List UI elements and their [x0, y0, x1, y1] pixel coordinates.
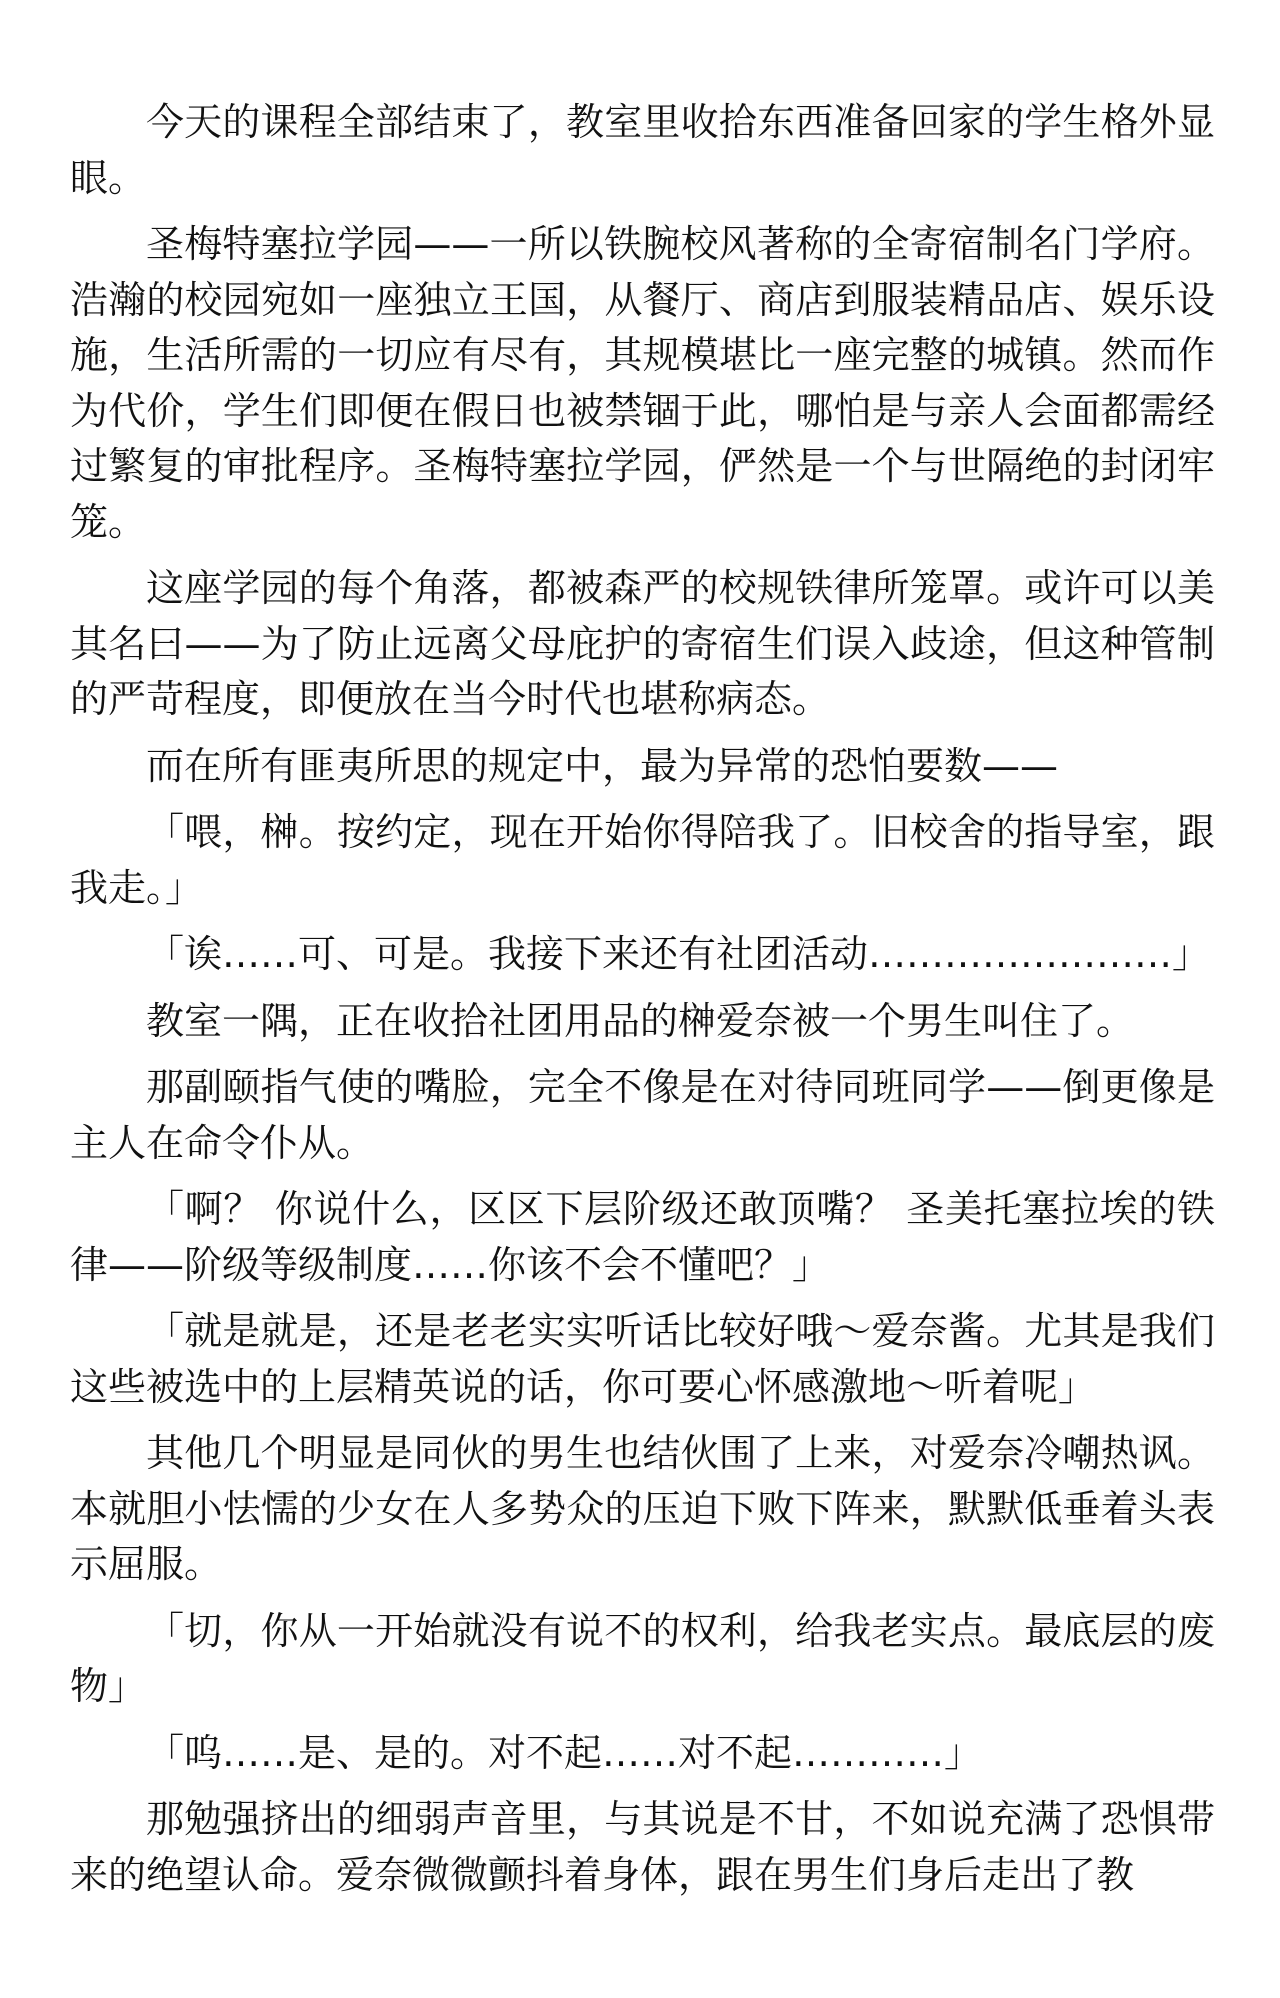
dialogue-6: 「呜……是、是的。对不起……对不起…………」 — [146, 1730, 983, 1775]
paragraph-3: 这座学园的每个角落，都被森严的校规铁律所笼罩。或许可以美其名曰——为了防止远离父母庇护的寄宿生们误入歧途，但这种管制的严苛程度，即便放在当今时代也堪称病态。 — [70, 566, 1215, 721]
paragraph-7: 其他几个明显是同伙的男生也结伙围了上来，对爱奈冷嘲热讽。本就胆小怯懦的少女在人多势众的压迫下败下阵来，默默低垂着头表示屈服。 — [70, 1431, 1215, 1586]
paragraph-8: 那勉强挤出的细弱声音里，与其说是不甘，不如说充满了恐惧带来的绝望认命。爱奈微微颤抖着身体，跟在男生们身后走出了教 — [70, 1797, 1215, 1897]
novel-page — [70, 95, 1215, 1914]
paragraph-5: 教室一隅，正在收拾社团用品的榊爱奈被一个男生叫住了。 — [146, 998, 1135, 1043]
paragraph-1: 今天的课程全部结束了，教室里收拾东西准备回家的学生格外显眼。 — [70, 100, 1215, 200]
dialogue-5: 「切，你从一开始就没有说不的权利，给我老实点。最底层的废物」 — [70, 1608, 1215, 1708]
dialogue-3: 「啊？ 你说什么，区区下层阶级还敢顶嘴？ 圣美托塞拉埃的铁律——阶级等级制度……你该不会不懂吧？」 — [70, 1187, 1215, 1287]
dialogue-4: 「就是就是，还是老老实实听话比较好哦～爱奈酱。尤其是我们这些被选中的上层精英说的话，你可要心怀感激地～听着呢」 — [70, 1309, 1215, 1409]
paragraph-4: 而在所有匪夷所思的规定中，最为异常的恐怕要数—— — [146, 743, 1059, 788]
paragraph-6: 那副颐指气使的嘴脸，完全不像是在对待同班同学——倒更像是主人在命令仆从。 — [70, 1065, 1215, 1165]
dialogue-1: 「喂，榊。按约定，现在开始你得陪我了。旧校舍的指导室，跟我走。」 — [70, 810, 1215, 910]
paragraph-2: 圣梅特塞拉学园——一所以铁腕校风著称的全寄宿制名门学府。浩瀚的校园宛如一座独立王国，从餐厅、商店到服装精品店、娱乐设施，生活所需的一切应有尽有，其规模堪比一座完整的城镇。然而作为代价，学生们即便在假日也被禁锢于此，哪怕是与亲人会面都需经过繁复的审批程序。圣梅特塞拉学园，俨然是一个与世隔绝的封闭牢笼。 — [70, 222, 1215, 544]
dialogue-2: 「诶……可、可是。我接下来还有社团活动……………………」 — [146, 932, 1211, 976]
